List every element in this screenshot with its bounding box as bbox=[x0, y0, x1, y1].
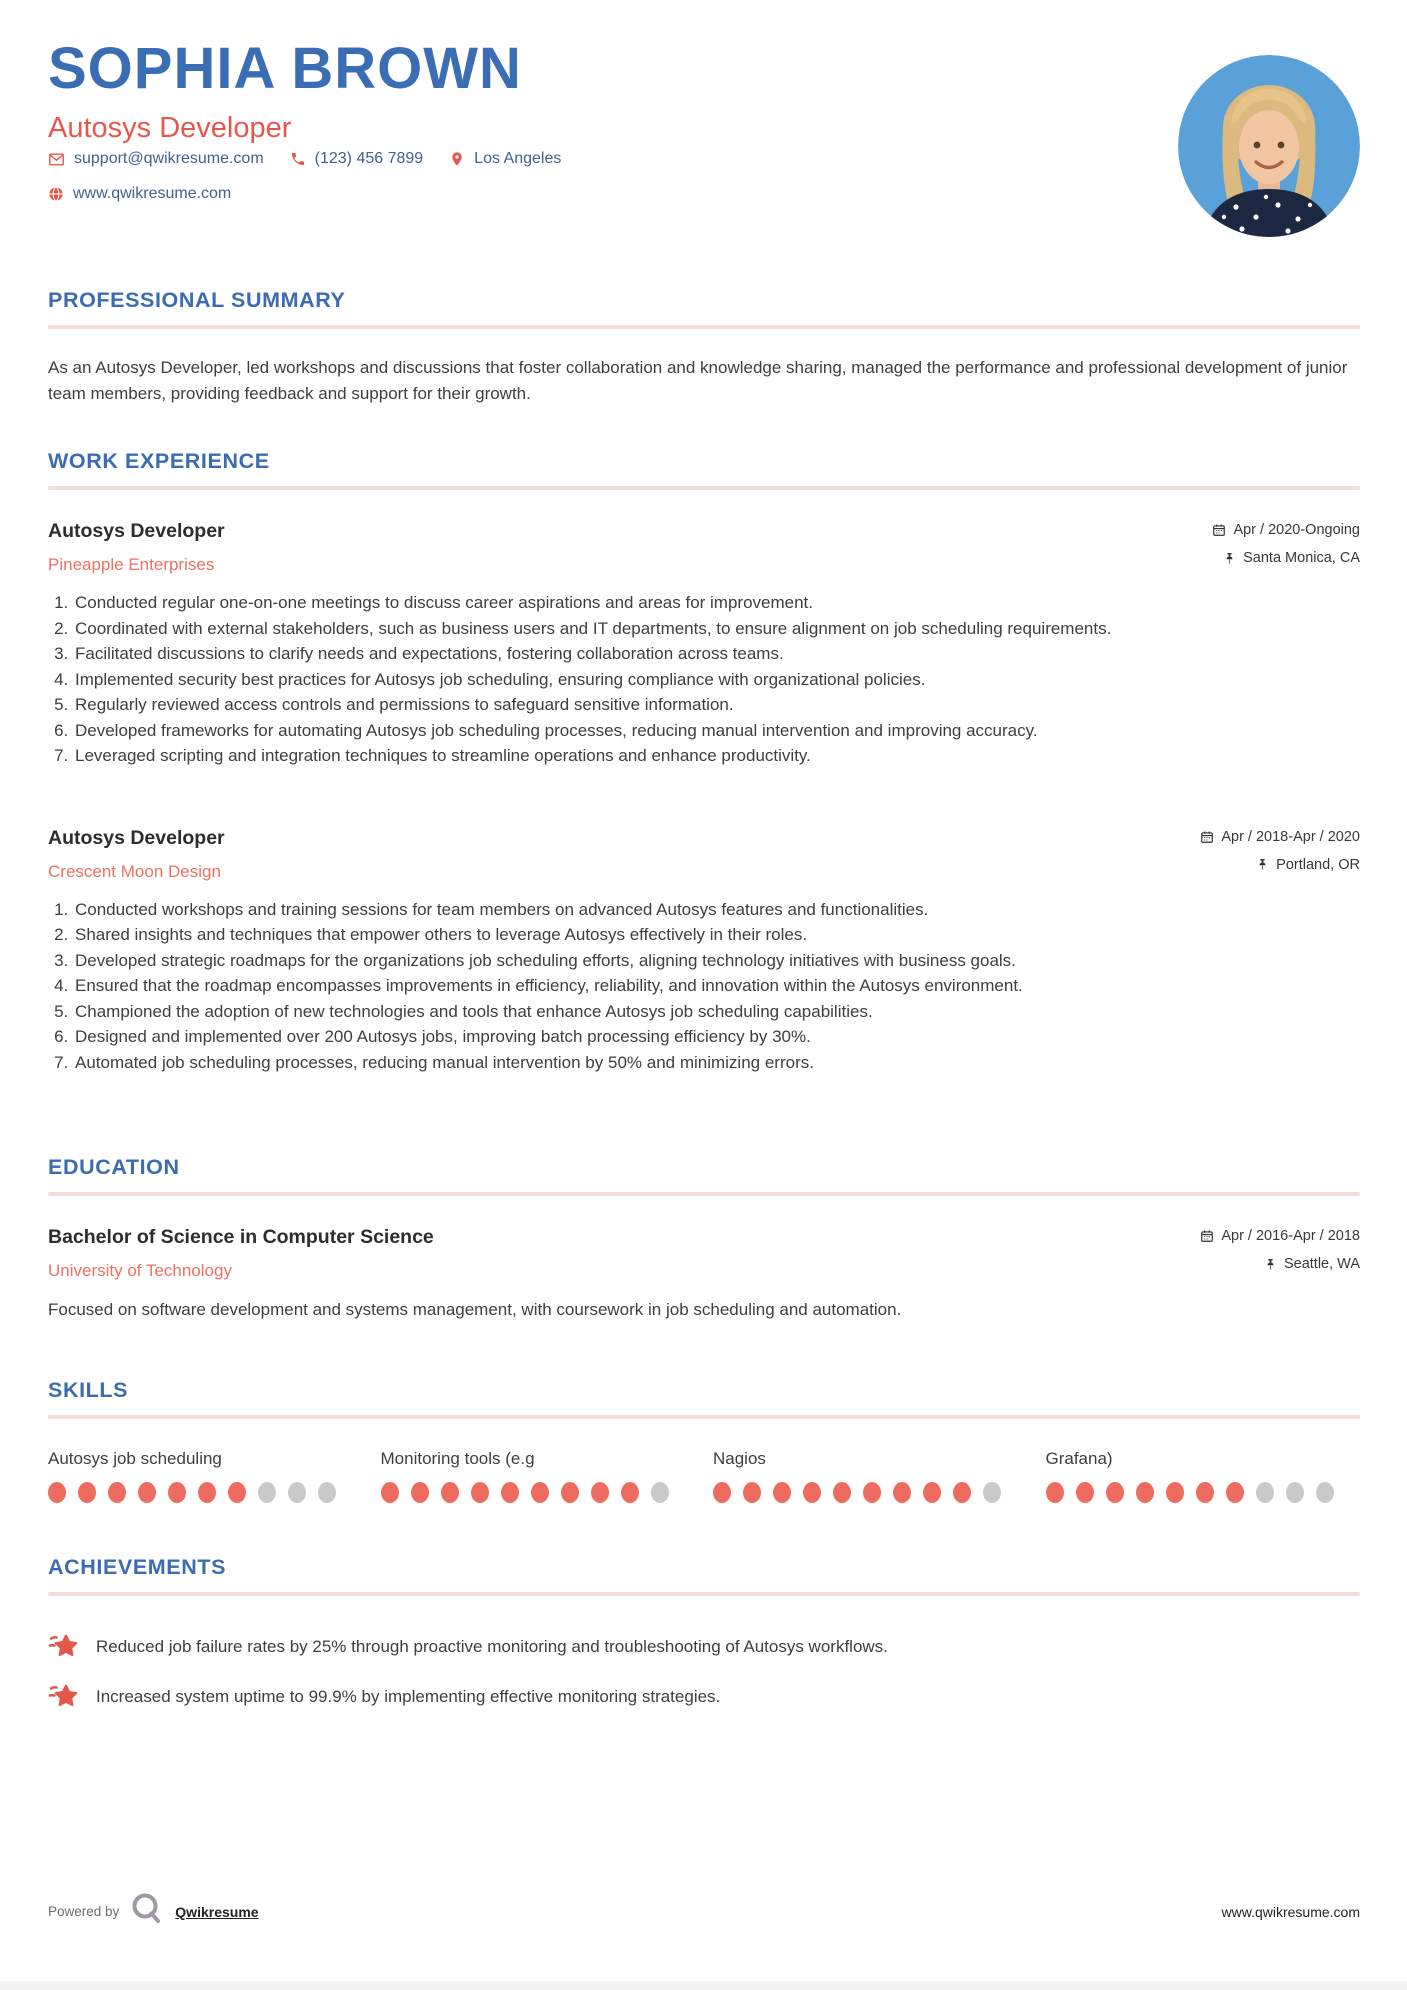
skill-rating bbox=[1046, 1482, 1361, 1503]
header bbox=[48, 0, 1360, 240]
skill-dot-filled bbox=[1136, 1482, 1154, 1503]
skill-dot-filled bbox=[713, 1482, 731, 1503]
bullet-item: 3. Facilitated discussions to clarify needs and expectations, fostering collaboration across teams. bbox=[73, 641, 1360, 667]
section-heading-achievements: ACHIEVEMENTS bbox=[48, 1555, 227, 1579]
skill-dot-filled bbox=[228, 1482, 246, 1503]
bullet-item: 4. Implemented security best practices for Autosys job scheduling, ensuring compliance with organizational policies. bbox=[73, 667, 1360, 693]
job-entry-head bbox=[48, 520, 1360, 575]
skill-dot-filled bbox=[138, 1482, 156, 1503]
job-meta bbox=[1212, 520, 1360, 566]
skill-dot-filled bbox=[863, 1482, 881, 1503]
skill-dot-empty bbox=[318, 1482, 336, 1503]
bullet-item: 1. Conducted workshops and training sessions for team members on advanced Autosys features and functionalities. bbox=[73, 897, 1360, 923]
skill-dot-empty bbox=[983, 1482, 1001, 1503]
job-location bbox=[1223, 550, 1360, 566]
skill-dot-filled bbox=[743, 1482, 761, 1503]
skill-dot-filled bbox=[48, 1482, 66, 1503]
job-meta bbox=[1200, 827, 1360, 873]
job-dates-text: Apr / 2020-Ongoing bbox=[1233, 522, 1360, 538]
globe-icon bbox=[48, 186, 64, 202]
phone-icon bbox=[290, 151, 306, 167]
skill-dot-empty bbox=[1286, 1482, 1304, 1503]
job-location-text: Portland, OR bbox=[1276, 856, 1360, 873]
contact-email bbox=[48, 150, 264, 168]
skill-dot-empty bbox=[651, 1482, 669, 1503]
pushpin-icon bbox=[1264, 1258, 1277, 1271]
shooting-star-icon bbox=[48, 1630, 80, 1662]
job-company: Pineapple Enterprises bbox=[48, 555, 215, 574]
contact-location-text: Los Angeles bbox=[474, 150, 562, 167]
job-title: Autosys Developer bbox=[48, 520, 225, 542]
job-company: Crescent Moon Design bbox=[48, 861, 221, 881]
skill-dot-filled bbox=[621, 1482, 639, 1503]
section-skills bbox=[48, 1378, 1360, 1503]
skill-dot-filled bbox=[1076, 1482, 1094, 1503]
person-job-title: Autosys Developer bbox=[48, 112, 292, 144]
job-location-text: Santa Monica, CA bbox=[1243, 550, 1360, 566]
job-entry-left bbox=[48, 827, 225, 882]
skill-rating bbox=[381, 1482, 696, 1503]
education-description: Focused on software development and systems management, with coursework in job scheduling and automation. bbox=[48, 1300, 902, 1319]
skill-dot-filled bbox=[78, 1482, 96, 1503]
skill-item-1 bbox=[48, 1449, 363, 1503]
job-entry-1 bbox=[48, 520, 1360, 769]
skill-dot-empty bbox=[288, 1482, 306, 1503]
avatar-illustration bbox=[1178, 55, 1360, 237]
contact-phone bbox=[290, 150, 424, 168]
achievement-item bbox=[48, 1630, 1360, 1662]
skill-item-4 bbox=[1046, 1449, 1361, 1503]
job-entry-head bbox=[48, 827, 1360, 882]
pushpin-icon bbox=[1223, 552, 1236, 565]
qwikresume-link[interactable]: Qwikresume bbox=[175, 1903, 259, 1920]
bullet-item: 6. Designed and implemented over 200 Autosys jobs, improving batch processing efficiency by 30%. bbox=[73, 1024, 1360, 1050]
achievement-text: Increased system uptime to 99.9% by implementing effective monitoring strategies. bbox=[96, 1686, 721, 1706]
skill-dot-filled bbox=[591, 1482, 609, 1503]
summary-text: As an Autosys Developer, led workshops and discussions that foster collaboration and knowledge sharing, managed the performance and professional development of junior team members, providing feedback and support for their growth. bbox=[48, 358, 1348, 403]
bullet-item: 2. Shared insights and techniques that empower others to leverage Autosys effectively in their roles. bbox=[73, 922, 1360, 948]
section-heading-education: EDUCATION bbox=[48, 1155, 180, 1179]
footer bbox=[48, 1891, 1360, 1932]
skill-dot-empty bbox=[258, 1482, 276, 1503]
section-work-experience bbox=[48, 449, 1360, 1075]
skill-dot-filled bbox=[893, 1482, 911, 1503]
calendar-icon bbox=[1200, 1229, 1214, 1243]
contact-email-text: support@qwikresume.com bbox=[74, 150, 264, 167]
skill-item-2 bbox=[381, 1449, 696, 1503]
skill-dot-filled bbox=[1166, 1482, 1184, 1503]
contact-row-1 bbox=[48, 150, 561, 168]
job-bullet-list bbox=[48, 897, 1360, 1076]
person-name: SOPHIA BROWN bbox=[48, 36, 522, 101]
contact-location bbox=[449, 150, 561, 168]
shooting-star-icon bbox=[48, 1680, 80, 1712]
skill-dot-filled bbox=[168, 1482, 186, 1503]
job-bullet-list bbox=[48, 590, 1360, 769]
bullet-item: 4. Ensured that the roadmap encompasses improvements in efficiency, reliability, and innovation within the Autosys environment. bbox=[73, 973, 1360, 999]
school-name: University of Technology bbox=[48, 1261, 232, 1280]
education-location bbox=[1264, 1256, 1360, 1272]
profile-photo bbox=[1178, 55, 1360, 237]
section-divider bbox=[48, 325, 1360, 329]
section-heading-skills: SKILLS bbox=[48, 1378, 129, 1402]
contact-website bbox=[48, 185, 231, 203]
skill-dot-filled bbox=[953, 1482, 971, 1503]
map-pin-icon bbox=[449, 151, 465, 167]
q-logo-icon bbox=[129, 1891, 165, 1932]
education-entry-left bbox=[48, 1226, 434, 1281]
skill-dot-filled bbox=[923, 1482, 941, 1503]
skill-dot-filled bbox=[531, 1482, 549, 1503]
section-achievements bbox=[48, 1555, 1360, 1712]
bullet-item: 5. Championed the adoption of new technologies and tools that enhance Autosys job scheduling capabilities. bbox=[73, 999, 1360, 1025]
skill-label: Nagios bbox=[713, 1449, 766, 1468]
contact-website-text: www.qwikresume.com bbox=[73, 185, 232, 202]
skill-dot-empty bbox=[1316, 1482, 1334, 1503]
envelope-icon bbox=[48, 151, 65, 168]
achievements-list bbox=[48, 1630, 1360, 1712]
skill-dot-filled bbox=[471, 1482, 489, 1503]
skill-dot-filled bbox=[561, 1482, 579, 1503]
job-entry-2 bbox=[48, 827, 1360, 1076]
section-divider bbox=[48, 486, 1360, 490]
bullet-item: 7. Leveraged scripting and integration techniques to streamline operations and enhance productivity. bbox=[73, 743, 1360, 769]
skill-dot-empty bbox=[1256, 1482, 1274, 1503]
skill-dot-filled bbox=[833, 1482, 851, 1503]
skill-dot-filled bbox=[803, 1482, 821, 1503]
job-location bbox=[1256, 857, 1360, 873]
skill-dot-filled bbox=[198, 1482, 216, 1503]
achievement-text: Reduced job failure rates by 25% through proactive monitoring and troubleshooting of Autosys workflows. bbox=[96, 1636, 888, 1656]
skill-item-3 bbox=[713, 1449, 1028, 1503]
skill-label: Autosys job scheduling bbox=[48, 1449, 222, 1468]
skill-rating bbox=[48, 1482, 363, 1503]
page-bottom-strip bbox=[0, 1981, 1407, 1990]
bullet-item: 1. Conducted regular one-on-one meetings to discuss career aspirations and areas for improvement. bbox=[73, 590, 1360, 616]
section-heading-work: WORK EXPERIENCE bbox=[48, 449, 270, 473]
skill-dot-filled bbox=[441, 1482, 459, 1503]
skill-dot-filled bbox=[501, 1482, 519, 1503]
skill-dot-filled bbox=[381, 1482, 399, 1503]
education-entry-head bbox=[48, 1226, 1360, 1281]
skill-dot-filled bbox=[411, 1482, 429, 1503]
education-meta bbox=[1200, 1226, 1360, 1272]
achievement-item bbox=[48, 1680, 1360, 1712]
section-divider bbox=[48, 1192, 1360, 1196]
education-location-text: Seattle, WA bbox=[1283, 1256, 1360, 1272]
education-dates-text: Apr / 2016-Apr / 2018 bbox=[1221, 1228, 1360, 1244]
education-entry bbox=[48, 1226, 1360, 1322]
skill-rating bbox=[713, 1482, 1028, 1503]
footer-website: www.qwikresume.com bbox=[1221, 1903, 1360, 1920]
job-dates bbox=[1200, 829, 1360, 845]
bullet-item: 3. Developed strategic roadmaps for the organizations job scheduling efforts, aligning technology initiatives with business goals. bbox=[73, 948, 1360, 974]
skill-label: Grafana) bbox=[1045, 1449, 1113, 1468]
calendar-icon bbox=[1200, 830, 1214, 844]
section-divider bbox=[48, 1415, 1360, 1419]
education-dates bbox=[1200, 1228, 1360, 1244]
bullet-item: 5. Regularly reviewed access controls and permissions to safeguard sensitive information. bbox=[73, 692, 1360, 718]
skill-dot-filled bbox=[1196, 1482, 1214, 1503]
section-education bbox=[48, 1155, 1360, 1322]
skill-dot-filled bbox=[1106, 1482, 1124, 1503]
bullet-item: 2. Coordinated with external stakeholders, such as business users and IT departments, to ensure alignment on job scheduling requirements. bbox=[73, 616, 1360, 642]
degree-title: Bachelor of Science in Computer Science bbox=[48, 1226, 434, 1248]
calendar-icon bbox=[1212, 523, 1226, 537]
footer-brand-group bbox=[48, 1891, 259, 1932]
skill-dot-filled bbox=[108, 1482, 126, 1503]
contact-row-2 bbox=[48, 185, 231, 203]
skill-label: Monitoring tools (e.g bbox=[380, 1449, 535, 1468]
skill-dot-filled bbox=[1226, 1482, 1244, 1503]
skill-dot-filled bbox=[773, 1482, 791, 1503]
job-dates-text: Apr / 2018-Apr / 2020 bbox=[1221, 828, 1360, 845]
powered-by-label: Powered by bbox=[48, 1904, 120, 1919]
bullet-item: 6. Developed frameworks for automating Autosys job scheduling processes, reducing manual intervention and improving accuracy. bbox=[73, 718, 1360, 744]
job-dates bbox=[1212, 522, 1360, 538]
job-entry-left bbox=[48, 520, 225, 575]
section-divider bbox=[48, 1592, 1360, 1596]
pushpin-icon bbox=[1256, 858, 1269, 871]
section-summary bbox=[48, 288, 1360, 407]
job-title: Autosys Developer bbox=[48, 826, 225, 849]
contact-phone-text: (123) 456 7899 bbox=[314, 150, 424, 167]
section-heading-summary: PROFESSIONAL SUMMARY bbox=[48, 288, 346, 312]
bullet-item: 7. Automated job scheduling processes, reducing manual intervention by 50% and minimizing errors. bbox=[73, 1050, 1360, 1076]
skills-grid bbox=[48, 1449, 1360, 1503]
skill-dot-filled bbox=[1046, 1482, 1064, 1503]
